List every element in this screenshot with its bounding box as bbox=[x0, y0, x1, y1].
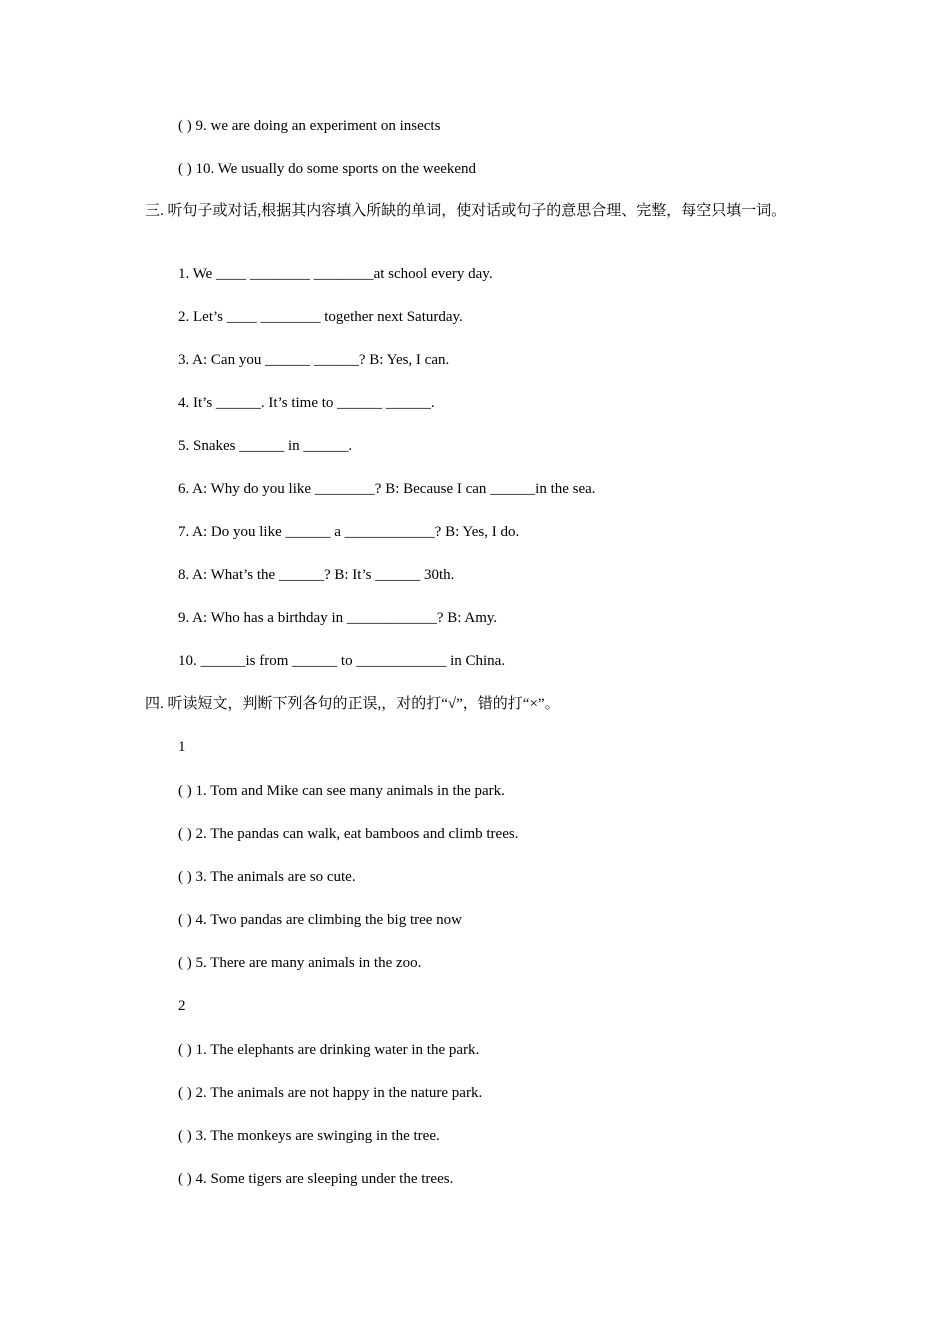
judgement-item: ( ) 4. Some tigers are sleeping under the trees. bbox=[178, 1171, 454, 1187]
fill-blank-item: 5. Snakes ______ in ______. bbox=[178, 438, 353, 454]
section-heading: 四. 听读短文，判断下列各句的正误,，对的打“√”，错的打“×”。 bbox=[145, 696, 560, 712]
passage-number: 2 bbox=[178, 998, 186, 1014]
fill-blank-item: 3. A: Can you ______ ______? B: Yes, I can. bbox=[178, 352, 450, 368]
question-item: ( ) 10. We usually do some sports on the weekend bbox=[178, 161, 477, 177]
fill-blank-item: 7. A: Do you like ______ a ____________? B: Yes, I do. bbox=[178, 524, 520, 540]
fill-blank-item: 10. ______is from ______ to ____________ in China. bbox=[178, 653, 506, 669]
judgement-item: ( ) 1. Tom and Mike can see many animals in the park. bbox=[178, 783, 505, 799]
fill-blank-item: 6. A: Why do you like ________? B: Because I can ______in the sea. bbox=[178, 481, 596, 497]
judgement-item: ( ) 2. The animals are not happy in the nature park. bbox=[178, 1085, 483, 1101]
fill-blank-item: 2. Let’s ____ ________ together next Saturday. bbox=[178, 309, 463, 325]
judgement-item: ( ) 5. There are many animals in the zoo. bbox=[178, 955, 422, 971]
fill-blank-item: 9. A: Who has a birthday in ____________? B: Amy. bbox=[178, 610, 498, 626]
judgement-item: ( ) 3. The animals are so cute. bbox=[178, 869, 356, 885]
passage-number: 1 bbox=[178, 739, 186, 755]
judgement-item: ( ) 4. Two pandas are climbing the big tree now bbox=[178, 912, 463, 928]
judgement-item: ( ) 3. The monkeys are swinging in the tree. bbox=[178, 1128, 440, 1144]
fill-blank-item: 8. A: What’s the ______? B: It’s ______ 30th. bbox=[178, 567, 455, 583]
fill-blank-item: 4. It’s ______. It’s time to ______ ______. bbox=[178, 395, 435, 411]
judgement-item: ( ) 2. The pandas can walk, eat bamboos and climb trees. bbox=[178, 826, 519, 842]
question-item: ( ) 9. we are doing an experiment on insects bbox=[178, 118, 441, 134]
judgement-item: ( ) 1. The elephants are drinking water in the park. bbox=[178, 1042, 480, 1058]
fill-blank-item: 1. We ____ ________ ________at school every day. bbox=[178, 266, 493, 282]
section-heading: 三. 听句子或对话,根据其内容填入所缺的单词，使对话或句子的意思合理、完整，每空只填一词。 bbox=[145, 203, 787, 219]
